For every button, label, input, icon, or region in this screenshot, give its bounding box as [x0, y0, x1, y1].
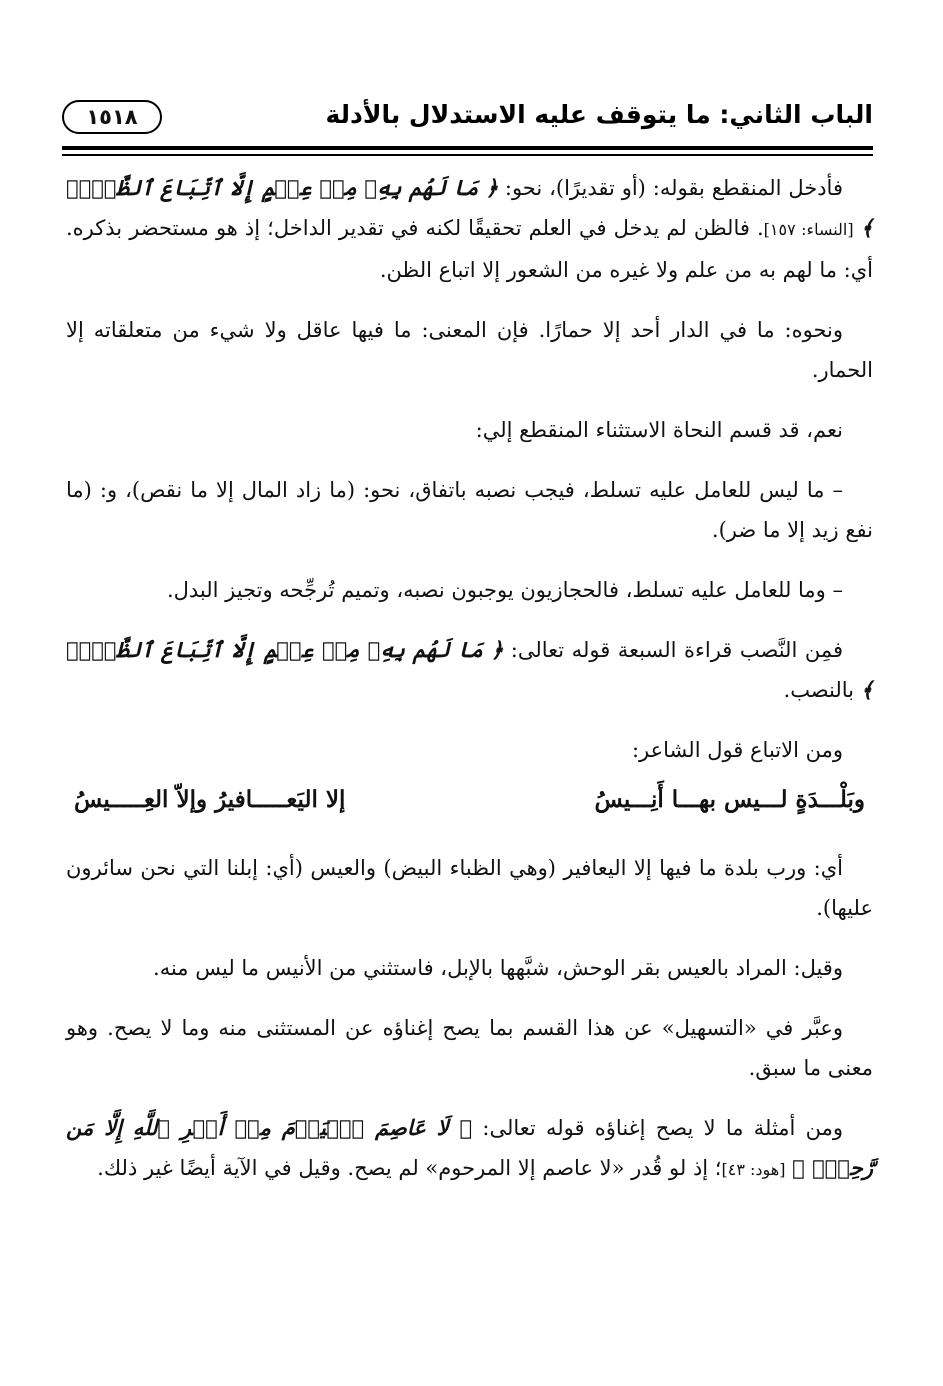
quran-verse-hud: ﴿ لَا عَاصِمَ ٱلۡيَوۡمَ مِنۡ أَمۡرِ ٱللَّهِ إِلَّا مَن رَّحِمَۚ ﴾ — [66, 1115, 873, 1180]
page-header — [62, 100, 873, 152]
header-rule-thin — [62, 154, 873, 156]
paragraph-1-text-a: فأدخل المنقطع بقوله: (أو تقديرًا)، نحو: — [498, 176, 843, 200]
list-item-1: – ما ليس للعامل عليه تسلط، فيجب نصبه باتفاق، نحو: (ما زاد المال إلا ما نقص)، و: (ما نفع زيد إلا ما ضر). — [66, 478, 873, 542]
paragraph-1-text-b: . فالظن لم يدخل في العلم تحقيقًا لكنه في تقدير الداخل؛ إذ هو مستحضر بذكره. أي: ما لهم به من علم ولا غيره من الشعور إلا اتباع الظن. — [66, 216, 873, 282]
list-item-2: – وما للعامل عليه تسلط، فالحجازيون يوجبون نصبه، وتميم تُرجِّحه وتجيز البدل. — [166, 578, 843, 602]
page-number: ١٥١٨ — [62, 100, 162, 134]
paragraph-11 — [66, 1108, 873, 1190]
paragraph-9: وقيل: المراد بالعيس بقر الوحش، شبَّهها بالإبل، فاستثني من الأنيس ما ليس منه. — [153, 956, 843, 980]
quran-verse-nisa-2: ﴿ مَا لَهُم بِهِۦ مِنۡ عِلۡمٍ إِلَّا ٱتِّبَاعَ ٱلظَّنِّۚ ﴾ — [66, 637, 873, 702]
paragraph-11-text-a: ومن أمثلة ما لا يصح إغناؤه قوله تعالى: — [472, 1116, 843, 1140]
quran-reference-hud: [هود: ٤٣] — [721, 1160, 786, 1179]
chapter-title: الباب الثاني: ما يتوقف عليه الاستدلال بالأدلة — [325, 100, 873, 129]
page-content — [66, 168, 873, 1210]
paragraph-2: ونحوه: ما في الدار أحد إلا حمارًا. فإن المعنى: ما فيها عاقل ولا شيء من متعلقاته إلا الحمار. — [66, 318, 873, 382]
verse-hemistich-2: إلا اليَعـــــافيرُ وإلاّ العِـــــيسُ — [74, 786, 346, 813]
paragraph-6 — [66, 630, 873, 710]
poetry-verse — [74, 780, 865, 820]
paragraph-3: نعم، قد قسم النحاة الاستثناء المنقطع إلي: — [475, 418, 843, 442]
quran-verse-nisa: ﴿ مَا لَهُم بِهِۦ مِنۡ عِلۡمٍ إِلَّا ٱتِّبَاعَ ٱلظَّنِّۚ ﴾ — [66, 175, 873, 240]
paragraph-11-text-b: ؛ إذ لو قُدر «لا عاصم إلا المرحوم» لم يصح. وقيل في الآية أيضًا غير ذلك. — [97, 1156, 722, 1180]
paragraph-6-text-b: بالنصب. — [783, 678, 861, 702]
verse-hemistich-1: وبَلْـــدَةٍ لـــيس بهـــا أَنِـــيسُ — [594, 786, 865, 813]
paragraph-7: ومن الاتباع قول الشاعر: — [631, 738, 843, 762]
quran-reference-nisa: [النساء: ١٥٧] — [763, 220, 854, 239]
paragraph-6-text-a: فمِن النَّصب قراءة السبعة قوله تعالى: — [503, 638, 843, 662]
paragraph-1 — [66, 168, 873, 290]
paragraph-8: أي: ورب بلدة ما فيها إلا اليعافير (وهي الظباء البيض) والعيس (أي: إبلنا التي نحن سائرون عليها). — [66, 856, 873, 920]
paragraph-10: وعبَّر في «التسهيل» عن هذا القسم بما يصح إغناؤه عن المستثنى منه وما لا يصح. وهو معنى ما سبق. — [66, 1016, 873, 1080]
header-rule-thick — [62, 146, 873, 150]
